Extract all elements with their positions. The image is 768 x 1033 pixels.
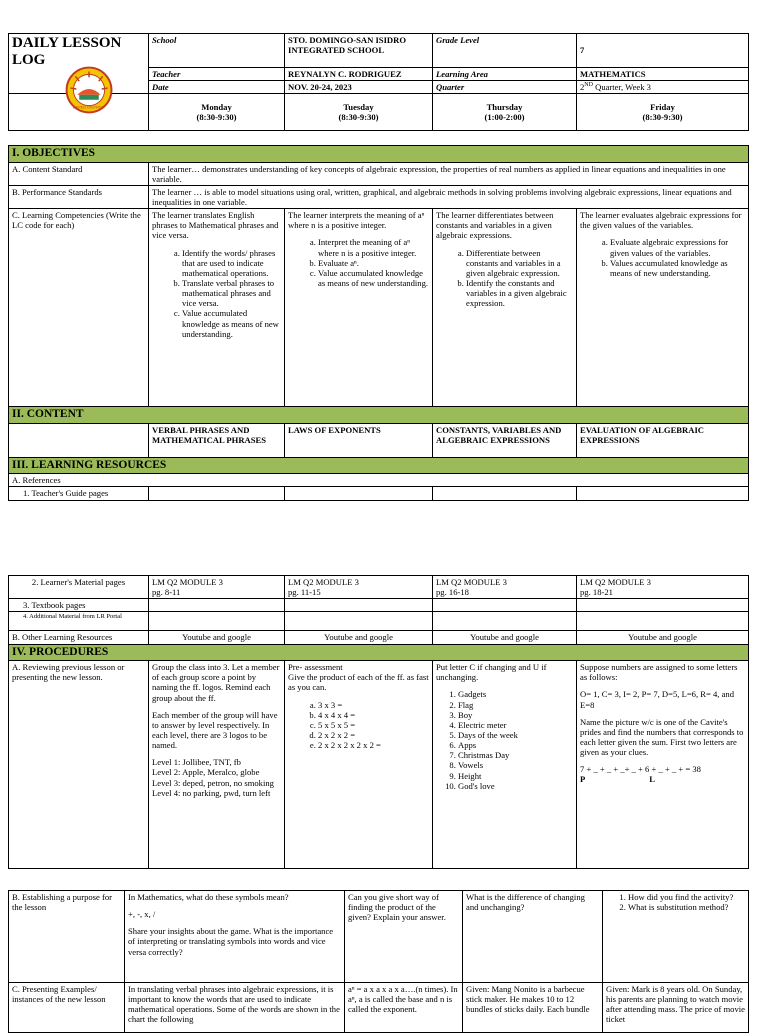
other-tuesday: Youtube and google bbox=[285, 631, 433, 644]
topic-monday: VERBAL PHRASES AND MATHEMATICAL PHRASES bbox=[149, 423, 285, 457]
area-label: Learning Area bbox=[433, 68, 577, 81]
list-item: b. 4 x 4 x 4 = bbox=[318, 710, 429, 720]
content-standard-text: The learner… demonstrates understanding of key concepts of algebraic expression, the properties of real numbers as applied in linear equations and inequalities in one variable. bbox=[149, 162, 749, 185]
objectives-heading: I. OBJECTIVES bbox=[9, 146, 749, 163]
school-value: STO. DOMINGO-SAN ISIDRO INTEGRATED SCHOOL bbox=[285, 34, 433, 68]
purpose-thursday: What is the difference of changing and unchanging? bbox=[463, 891, 603, 983]
examples-tuesday: aⁿ = a x a x a x a….(n times). In aⁿ, a is called the base and n is called the exponent. bbox=[345, 983, 463, 1033]
examples-monday: In translating verbal phrases into algebraic expressions, it is important to know the words that are used to indicate mathematical operations. Some of the words are shown in the chart the following bbox=[125, 983, 345, 1033]
learners-material-label: 2. Learner's Material pages bbox=[9, 576, 149, 599]
purpose-label: B. Establishing a purpose for the lesson bbox=[9, 891, 125, 983]
lm-tuesday: LM Q2 MODULE 3 pg. 11-15 bbox=[285, 576, 433, 599]
list-item: 5. Days of the week bbox=[458, 730, 573, 740]
teachers-guide-label: 1. Teacher's Guide pages bbox=[9, 487, 149, 500]
day-friday: Friday (8:30-9:30) bbox=[577, 94, 749, 131]
quarter-value: 2ND Quarter, Week 3 bbox=[577, 81, 749, 94]
list-item: a. Interpret the meaning of aⁿ where n is a positive integer. bbox=[318, 237, 429, 257]
other-resources-label: B. Other Learning Resources bbox=[9, 631, 149, 644]
school-label: School bbox=[149, 34, 285, 68]
list-item: b. Identify the constants and variables in a given algebraic expression. bbox=[466, 278, 573, 308]
list-item: a. 3 x 3 = bbox=[318, 700, 429, 710]
examples-friday: Given: Mark is 8 years old. On Sunday, his parents are planning to watch movie after attending mass. The price of movie ticket bbox=[603, 983, 749, 1033]
other-monday: Youtube and google bbox=[149, 631, 285, 644]
grade-label: Grade Level bbox=[433, 34, 577, 68]
competencies-label: C. Learning Competencies (Write the LC code for each) bbox=[9, 209, 149, 407]
area-value: MATHEMATICS bbox=[577, 68, 749, 81]
lm-friday: LM Q2 MODULE 3 pg. 18-21 bbox=[577, 576, 749, 599]
list-item: c. 5 x 5 x 5 = bbox=[318, 720, 429, 730]
list-item: 2. What is substitution method? bbox=[628, 902, 745, 912]
grade-value: 7 bbox=[577, 34, 749, 68]
list-item: d. 2 x 2 x 2 = bbox=[318, 730, 429, 740]
document-title: DAILY LESSON LOG bbox=[12, 35, 122, 68]
review-monday: Group the class into 3. Let a member of each group score a point by naming the ff. logos. Remind each group about the ff. Each member of the group will have to answer by level respectively. In each level, there are 3 logos to be named. Level 1: Jollibee, TNT, fb Level 2: Apple, Meralco, globe Level 3: deped, petron, no smoking Level 4: no parking, pwd, turn left bbox=[149, 661, 285, 869]
quarter-label: Quarter bbox=[433, 81, 577, 94]
lm-thursday: LM Q2 MODULE 3 pg. 16-18 bbox=[433, 576, 577, 599]
teacher-label: Teacher bbox=[149, 68, 285, 81]
procedures-continued-table bbox=[8, 890, 749, 1033]
references-label: A. References bbox=[9, 474, 749, 487]
other-thursday: Youtube and google bbox=[433, 631, 577, 644]
list-item: c. Value accumulated knowledge as means of new understanding. bbox=[182, 308, 281, 338]
list-item: 2. Flag bbox=[458, 700, 573, 710]
competency-thursday: The learner differentiates between constants and variables in a given algebraic expressions. a. Differentiate between constants and variables in a given algebraic expression. b. Identify the constants and variables in a given algebraic expression. bbox=[433, 209, 577, 407]
topic-thursday: CONSTANTS, VARIABLES AND ALGEBRAIC EXPRESSIONS bbox=[433, 423, 577, 457]
list-item: 7. Christmas Day bbox=[458, 750, 573, 760]
procedures-heading: IV. PROCEDURES bbox=[9, 644, 749, 661]
content-standard-label: A. Content Standard bbox=[9, 162, 149, 185]
performance-standard-text: The learner … is able to model situations using oral, written, graphical, and algebraic methods in solving problems involving algebraic expressions, linear equations and inequalities in one variable. bbox=[149, 185, 749, 208]
list-item: a. Evaluate algebraic expressions for given values of the variables. bbox=[610, 237, 745, 257]
date-label: Date bbox=[149, 81, 285, 94]
topic-tuesday: LAWS OF EXPONENTS bbox=[285, 423, 433, 457]
list-item: 6. Apps bbox=[458, 740, 573, 750]
objectives-table bbox=[8, 145, 749, 501]
list-item: e. 2 x 2 x 2 x 2 x 2 = bbox=[318, 740, 429, 750]
purpose-friday bbox=[603, 891, 749, 983]
competency-friday: The learner evaluates algebraic expressions for the given values of the variables. a. Evaluate algebraic expressions for given values of the variables. b. Values accumulated knowledge as means of new understanding. bbox=[577, 209, 749, 407]
list-item: b. Translate verbal phrases to mathematical phrases and vice versa. bbox=[182, 278, 281, 308]
list-item: 10. God's love bbox=[458, 781, 573, 791]
lm-monday: LM Q2 MODULE 3 pg. 8-11 bbox=[149, 576, 285, 599]
day-tuesday: Tuesday (8:30-9:30) bbox=[285, 94, 433, 131]
examples-thursday: Given: Mang Nonito is a barbecue stick maker. He makes 10 to 12 bundles of sticks daily. Each bundle bbox=[463, 983, 603, 1033]
list-item: 4. Electric meter bbox=[458, 720, 573, 730]
school-seal-icon bbox=[50, 51, 130, 129]
list-item: 3. Boy bbox=[458, 710, 573, 720]
list-item: 1. Gadgets bbox=[458, 689, 573, 699]
resources-procedures-table bbox=[8, 575, 749, 869]
review-thursday: Put letter C if changing and U if unchanging. 1. Gadgets 2. Flag 3. Boy 4. Electric meter 5. Days of the week 6. Apps 7. Christmas Day 8. Vowels 9. Height 10. God's love bbox=[433, 661, 577, 869]
resources-heading: III. LEARNING RESOURCES bbox=[9, 457, 749, 474]
list-item: 1. How did you find the activity? bbox=[628, 892, 745, 902]
list-item: c. Value accumulated knowledge as means of new understanding. bbox=[318, 268, 429, 288]
examples-label: C. Presenting Examples/ instances of the new lesson bbox=[9, 983, 125, 1033]
list-item: a. Identify the words/ phrases that are used to indicate mathematical operations. bbox=[182, 248, 281, 278]
purpose-tuesday: Can you give short way of finding the product of the given? Explain your answer. bbox=[345, 891, 463, 983]
topic-friday: EVALUATION OF ALGEBRAIC EXPRESSIONS bbox=[577, 423, 749, 457]
performance-standard-label: B. Performance Standards bbox=[9, 185, 149, 208]
teacher-value: REYNALYN C. RODRIGUEZ bbox=[285, 68, 433, 81]
other-friday: Youtube and google bbox=[577, 631, 749, 644]
purpose-monday: In Mathematics, what do these symbols mean? +, -, x, / Share your insights about the game. What is the importance of interpreting or translating symbols into words and vice versa correctly? bbox=[125, 891, 345, 983]
list-item: a. Differentiate between constants and variables in a given algebraic expression. bbox=[466, 248, 573, 278]
content-heading: II. CONTENT bbox=[9, 407, 749, 424]
date-value: NOV. 20-24, 2023 bbox=[285, 81, 433, 94]
competency-monday: The learner translates English phrases to Mathematical phrases and vice versa. a. Identify the words/ phrases that are used to indicate mathematical operations. b. Translate verbal phrases to mathematical phrases and vice versa. c. Value accumulated knowledge as means of new understanding. bbox=[149, 209, 285, 407]
day-thursday: Thursday (1:00-2:00) bbox=[433, 94, 577, 131]
list-item: b. Evaluate aⁿ. bbox=[318, 258, 429, 268]
list-item: 8. Vowels bbox=[458, 760, 573, 770]
competency-tuesday: The learner interprets the meaning of aⁿ where n is a positive integer. a. Interpret the meaning of aⁿ where n is a positive integer. b. Evaluate aⁿ. c. Value accumulated knowledge as means of new understanding. bbox=[285, 209, 433, 407]
svg-text:DEPED DISTRICT: DEPED DISTRICT bbox=[72, 104, 106, 110]
additional-material-label: 4. Additional Material from LR Portal bbox=[9, 612, 149, 631]
day-monday: Monday (8:30-9:30) bbox=[149, 94, 285, 131]
content-empty-cell bbox=[9, 423, 149, 457]
review-tuesday: Pre- assessment Give the product of each of the ff. as fast as you can. a. 3 x 3 = b. 4 x 4 x 4 = c. 5 x 5 x 5 = d. 2 x 2 x 2 = e. 2 x 2 x 2 x 2 x 2 = bbox=[285, 661, 433, 869]
review-friday: Suppose numbers are assigned to some letters as follows: O= 1, C= 3, I= 2, P= 7, D=5, L=6, R= 4, and E=8 Name the picture w/c is one of the Cavite's prides and find the numbers that corresponds to each letter given the sum. First two letters are given as your clues. 7 + _ + _ + _+ _ + 6 + _ + _ + = 38 P L bbox=[577, 661, 749, 869]
review-label: A. Reviewing previous lesson or presenting the new lesson. bbox=[9, 661, 149, 869]
list-item: 9. Height bbox=[458, 771, 573, 781]
list-item: b. Values accumulated knowledge as means of new understanding. bbox=[610, 258, 745, 278]
textbook-label: 3. Textbook pages bbox=[9, 599, 149, 612]
